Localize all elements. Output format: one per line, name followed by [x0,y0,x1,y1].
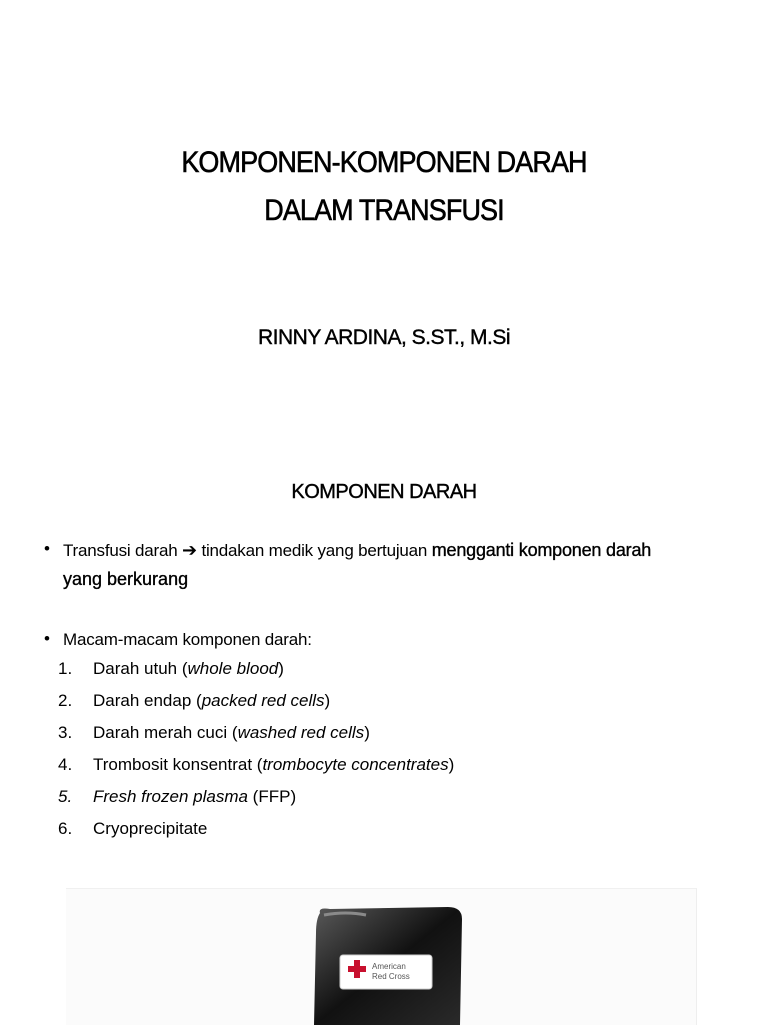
bullet-text-start: Transfusi darah [63,541,178,560]
list-item-text: Darah utuh (whole blood) [93,659,284,678]
svg-text:American: American [372,962,406,971]
list-item-text: Darah endap (packed red cells) [93,691,331,710]
list-item-text: Darah merah cuci (washed red cells) [93,723,370,742]
list-item-text: Trombosit konsentrat (trombocyte concentrates) [93,755,455,774]
bullet-dot: • [44,629,50,648]
svg-text:Red Cross: Red Cross [372,972,410,981]
title-line-1: KOMPONEN-KOMPONEN DARAH [181,146,587,179]
list-number: 1. [58,659,73,678]
list-number: 4. [58,755,73,774]
list-number: 2. [58,691,73,710]
section-heading: KOMPONEN DARAH [291,481,477,503]
title-line-2: DALAM TRANSFUSI [264,194,504,227]
bullet-text-middle: tindakan medik yang bertujuan [201,541,428,560]
bullet-macam-text: Macam-macam komponen darah: [63,630,312,649]
bullet-transfusi-continued: yang berkurang [63,569,189,589]
author-name: RINNY ARDINA, S.ST., M.Si [258,326,510,349]
blood-bag-icon [306,903,472,1025]
blood-bag-image [66,888,697,1025]
list-number: 6. [58,819,73,838]
list-item-text: Cryoprecipitate [93,819,208,838]
bullet-dot: • [44,539,50,558]
list-number: 3. [58,723,73,742]
bullet-transfusi-text [63,540,651,561]
bullet-text-strong: mengganti komponen darah [431,540,652,560]
arrow-right-icon: ➔ [182,540,197,561]
list-number: 5. [58,787,73,806]
list-item-text: Fresh frozen plasma (FFP) [93,787,297,806]
